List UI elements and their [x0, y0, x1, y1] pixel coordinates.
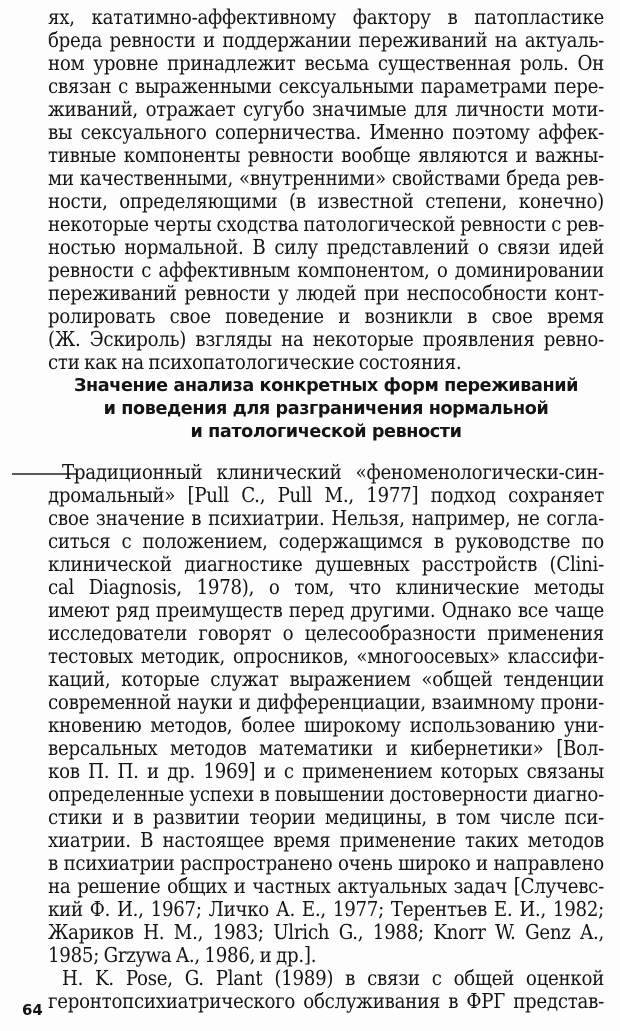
text-line: некоторые черты сходства патологической ревности с рев-	[48, 212, 604, 236]
text-line: свое значение в психиатрии. Нельзя, например, не согла-	[48, 506, 604, 530]
text-line: связан с выраженными сексуальными параметрами пере-	[48, 74, 604, 98]
text-line: современной науки и дифференциации, взаимному прони-	[48, 690, 604, 714]
text-line: исследователи говорят о целесообразности применения	[48, 621, 604, 645]
text-line: определенные успехи в повышении достоверности диагно-	[48, 782, 604, 806]
text-line: живаний, отражает сугубо значимые для личности моти-	[48, 97, 604, 121]
text-line: ревности с аффективным компонентом, о доминировании	[48, 258, 604, 282]
text-line: кий Ф. И., 1967; Личко А. Е., 1977; Терентьев Е. И., 1982;	[48, 897, 604, 921]
text-line: вы сексуального соперничества. Именно поэтому аффек-	[48, 120, 604, 144]
text-line: тестовых методик, опросников, «многоосевых» классифи-	[48, 644, 604, 668]
text-line: ях, кататимно-аффективному фактору в патопластике	[48, 5, 604, 29]
text-line: на решение общих и частных актуальных задач [Случевс-	[48, 874, 604, 898]
text-line: сти как на психопатологические состояния.	[48, 350, 462, 374]
text-line: Жариков Н. М., 1983; Ulrich G., 1988; Knorr W. Genz A.,	[48, 920, 604, 944]
section-heading-line: и патологической ревности	[190, 422, 462, 442]
text-line: ков П. П. и др. 1969] и с применением которых связаны	[48, 759, 604, 783]
text-line: кновению методов, более широкому использованию уни-	[48, 713, 604, 737]
text-line: ностью нормальной. В силу представлений о связи идей	[48, 235, 604, 259]
page-number: 64	[22, 1001, 43, 1019]
text-line: Традиционный клинический «феноменологически-син-	[62, 460, 604, 484]
text-line: ролировать свое поведение и возникли в свое время	[48, 304, 604, 328]
text-line: ситься с положением, содержащимся в руководстве по	[48, 529, 604, 553]
text-line: хиатрии. В настоящее время применение таких методов	[48, 828, 604, 852]
text-line: (Ж. Эскироль) взгляды на некоторые проявления ревно-	[48, 327, 604, 351]
text-line: каций, которые служат выражением «общей тенденции	[48, 667, 604, 691]
text-line: стики и в развитии теории медицины, в том числе пси-	[48, 805, 604, 829]
text-line: тивные компоненты ревности вообще являются и важны-	[48, 143, 604, 167]
text-line: 1985; Grzywa A., 1986, и др.].	[48, 943, 317, 967]
text-line: cal Diagnosis, 1978), о том, что клинические методы	[48, 575, 604, 599]
text-line: ми качественными, «внутренними» свойствами бреда рев-	[48, 166, 604, 190]
text-line: имеют ряд преимуществ перед другими. Однако все чаще	[48, 598, 604, 622]
text-line: геронтопсихиатрического обслуживания в ФРГ представ-	[48, 989, 604, 1013]
section-heading-line: Значение анализа конкретных форм переживаний	[73, 376, 579, 396]
text-line: в психиатрии распространено очень широко и направлено	[48, 851, 604, 875]
text-line: клинической диагностике душевных расстройств (Clini-	[48, 552, 604, 576]
text-line: переживаний ревности у людей при неспособности конт-	[48, 281, 604, 305]
text-line: ном уровне принадлежит весьма существенная роль. Он	[48, 51, 604, 75]
text-line: версальных методов математики и кибернетики» [Вол-	[48, 736, 604, 760]
text-line: H. K. Pose, G. Plant (1989) в связи с общей оценкой	[62, 966, 604, 990]
text-line: ности, определяющими (в известной степени, конечно)	[48, 189, 604, 213]
text-line: дромальный» [Pull C., Pull M., 1977] подход сохраняет	[48, 483, 604, 507]
section-heading-line: и поведения для разграничения нормальной	[103, 399, 549, 419]
text-line: бреда ревности и поддержании переживаний на актуаль-	[48, 28, 604, 52]
